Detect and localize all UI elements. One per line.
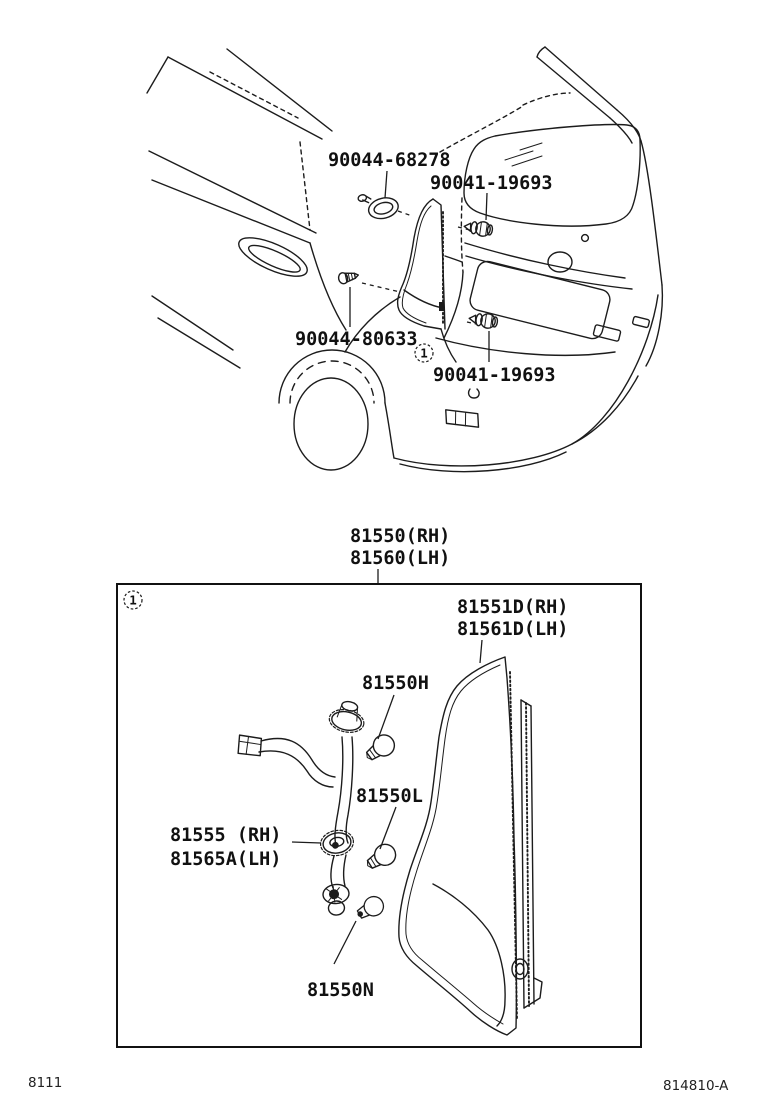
window-defogger-marks	[505, 143, 542, 166]
label-81550-rh: 81550(RH)	[350, 526, 451, 547]
label-81561d-lh: 81561D(LH)	[457, 619, 569, 640]
hatch-hole	[582, 235, 589, 242]
socket-top	[327, 698, 368, 735]
bulbs	[353, 731, 400, 924]
grommet-clip-icon	[357, 187, 400, 223]
label-81550h: 81550H	[362, 673, 429, 694]
label-81560-lh: 81560(LH)	[350, 548, 451, 569]
callout-marker-box-number: 1	[129, 592, 137, 608]
reflector-right	[632, 316, 649, 328]
label-81555-rh: 81555 (RH)	[170, 825, 282, 846]
lamp-lens	[399, 657, 517, 1035]
bulb-bottom-leader	[334, 921, 356, 964]
footer-page-code: 8111	[28, 1075, 63, 1091]
socket-cord-leader	[292, 842, 321, 843]
label-81550n: 81550N	[307, 980, 374, 1001]
detail-box	[117, 526, 641, 1047]
hatch-handle	[548, 252, 572, 272]
label-90044-80633: 90044-80633	[295, 329, 418, 350]
socket-bottom	[322, 883, 351, 916]
bumper-hook	[469, 389, 480, 398]
label-81551d-rh: 81551D(RH)	[457, 597, 569, 618]
door-handle	[234, 230, 312, 284]
detail-box-frame	[117, 584, 641, 1047]
reflector-left	[593, 325, 621, 342]
bulb-middle-leader	[380, 807, 396, 849]
back-door	[440, 47, 662, 366]
label-81565a-lh: 81565A(LH)	[170, 849, 282, 870]
bulb-top-81550h	[361, 731, 398, 766]
label-90041-19693-upper: 90041-19693	[430, 173, 553, 194]
lens-leader	[480, 640, 482, 663]
screw-upper-icon	[463, 219, 493, 237]
car-line-art	[147, 47, 662, 472]
callout-marker-box	[124, 591, 142, 609]
bulb-bottom-81550n	[353, 893, 387, 924]
label-90041-19693-lower: 90041-19693	[433, 365, 556, 386]
socket-middle	[319, 828, 356, 858]
footer-figure-code: 814810-A	[663, 1078, 729, 1094]
lamp-hatch-mark	[439, 302, 444, 311]
bulb-top-leader	[378, 695, 394, 739]
rear-wheel-arch	[279, 350, 385, 470]
callout-marker-main	[415, 344, 433, 362]
bumper-vent	[443, 406, 482, 431]
label-90044-68278: 90044-68278	[328, 150, 451, 171]
label-81550l: 81550L	[356, 786, 423, 807]
callout-marker-main-number: 1	[420, 345, 428, 361]
push-clip-icon	[338, 270, 360, 285]
harness-connector	[235, 733, 264, 758]
car-body-side	[147, 49, 346, 368]
socket-cord-assembly	[235, 698, 368, 916]
